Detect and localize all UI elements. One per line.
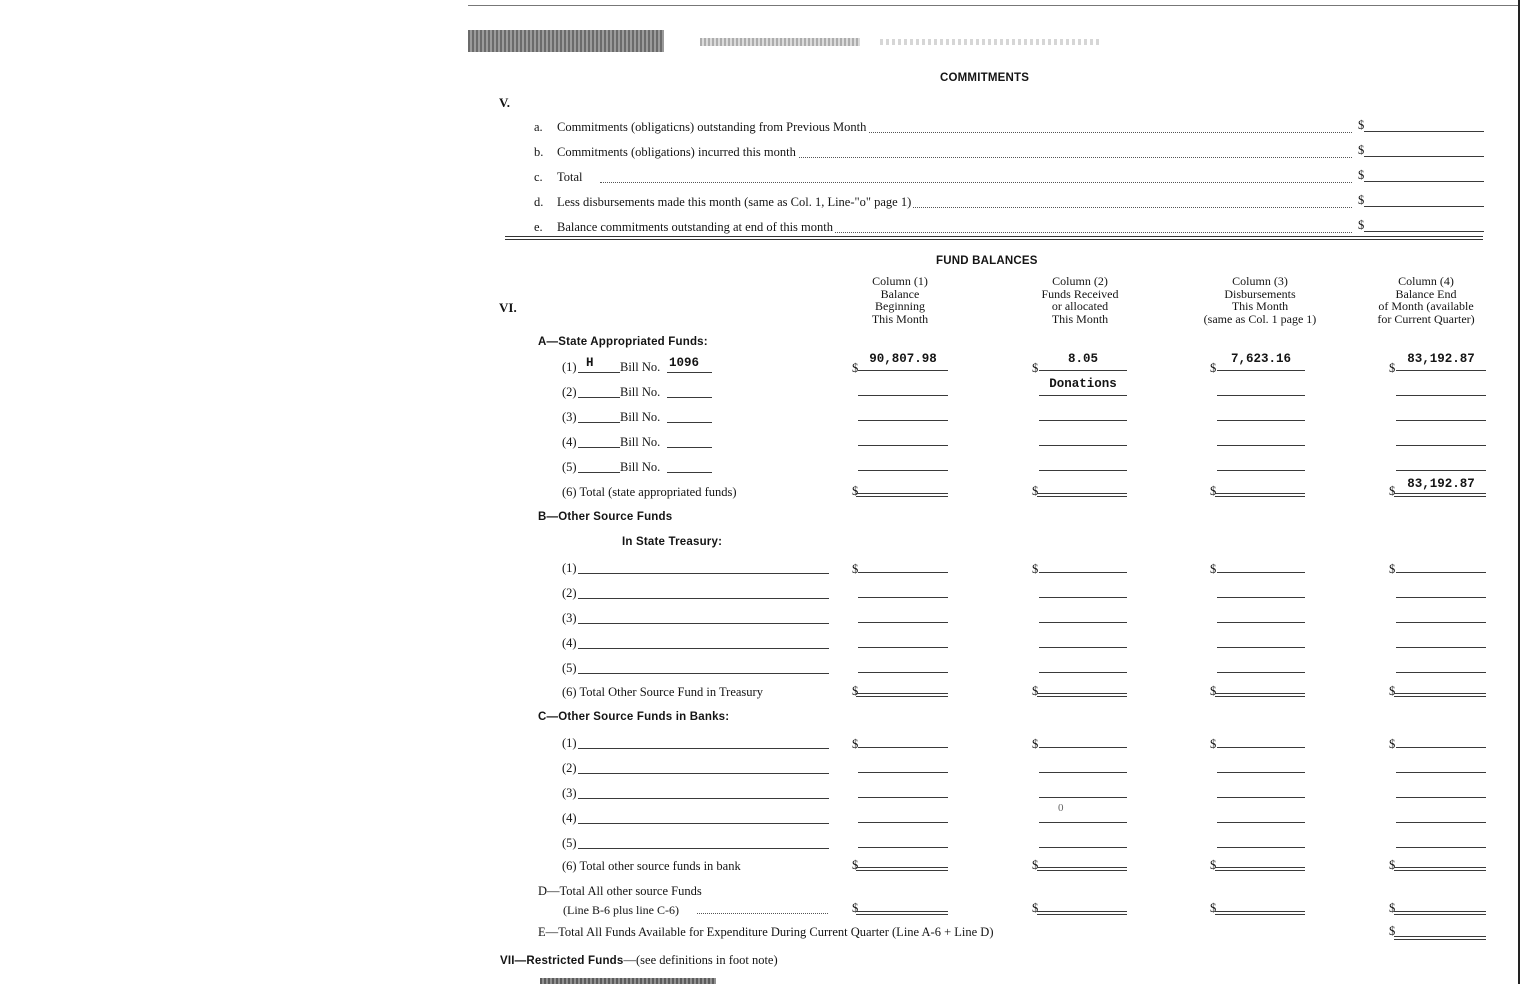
column-3-entry-line: [1217, 572, 1305, 573]
fund-row-description-line: [578, 823, 829, 824]
section-total-line: [856, 867, 948, 868]
column-2-entry-line: [1039, 470, 1127, 471]
column-2-entry-line: [1039, 395, 1127, 396]
commitment-row-amount-line: [1364, 206, 1484, 207]
column-2-entry-line: [1039, 420, 1127, 421]
section-total-line-double: [856, 696, 948, 697]
section-total-line: [1215, 693, 1305, 694]
fund-row-number: (2): [562, 761, 577, 775]
section-total-line-double: [856, 870, 948, 871]
column-3-entry-line: [1217, 470, 1305, 471]
section-d-line1: D—Total All other source Funds: [538, 884, 702, 898]
section-b-subheading: In State Treasury:: [622, 536, 723, 548]
column-1-entry-line: [858, 672, 948, 673]
bill-number-line: [667, 397, 712, 398]
section-total-label: (6) Total other source funds in bank: [562, 859, 741, 873]
fund-row-number: (4): [562, 811, 577, 825]
fund-row-number: (2): [562, 586, 577, 600]
section-total-line: [856, 693, 948, 694]
cropped-next-line: [540, 978, 716, 984]
commitment-row-dollar: $: [1358, 168, 1365, 182]
column-4-dollar: $: [1389, 361, 1396, 375]
column-3-dollar: $: [1210, 562, 1217, 576]
restricted-funds-heading: VII—Restricted Funds—(see definitions in foot note): [500, 953, 778, 967]
bill-house-line: [578, 397, 620, 398]
column-2-entry-line: [1039, 672, 1127, 673]
column-3-entry-line: [1217, 847, 1305, 848]
column-4-header: Column (4) Balance End of Month (available for Current Quarter): [1377, 274, 1475, 326]
section-d-line-double: [856, 914, 948, 915]
section-total-line-double: [1394, 696, 1486, 697]
fund-row-number: (1): [562, 736, 577, 750]
column-4-entry-line: [1396, 647, 1486, 648]
section-a-heading: A—State Appropriated Funds:: [538, 336, 708, 348]
section-a-total-line: [1394, 493, 1486, 494]
column-4-entry-line: [1396, 622, 1486, 623]
column-4-dollar: $: [1389, 562, 1396, 576]
column-1-entry-line: [858, 572, 948, 573]
commitment-row-label: Balance commitments outstanding at end of this month: [557, 220, 833, 234]
section-c-heading: C—Other Source Funds in Banks:: [538, 711, 730, 723]
section-d-line-double: [1394, 914, 1486, 915]
fund-row-number: (5): [562, 836, 577, 850]
column-3-entry-line: [1217, 597, 1305, 598]
commitment-row-letter: a.: [534, 120, 543, 134]
section-total-line-double: [1037, 870, 1127, 871]
fund-row-number: (4): [562, 636, 577, 650]
column-2-dollar: $: [1032, 361, 1039, 375]
column-2-header: Column (2) Funds Received or allocated This Month: [1041, 274, 1119, 326]
column-2-entry-line: [1039, 847, 1127, 848]
section-total-line: [1394, 867, 1486, 868]
commitment-row-label: Commitments (obligations) incurred this month: [557, 145, 796, 159]
column-1-entry-line: [858, 747, 948, 748]
section-a-total-label: (6) Total (state appropriated funds): [562, 485, 737, 499]
bill-number-line: [667, 472, 712, 473]
column-1-header: Column (1) Balance Beginning This Month: [871, 274, 929, 326]
fund-row-number: (1): [562, 561, 577, 575]
column-4-entry-line: [1396, 445, 1486, 446]
column-1-entry-line: [858, 622, 948, 623]
right-edge-border: [1518, 0, 1520, 984]
commitment-row-letter: b.: [534, 145, 544, 159]
fund-row-number: (3): [562, 786, 577, 800]
column-3-value: 7,623.16: [1230, 352, 1291, 366]
commitment-row-letter: c.: [534, 170, 543, 184]
section-d-dollar: $: [1210, 901, 1217, 915]
column-2-entry-line: [1039, 445, 1127, 446]
column-4-entry-line: [1396, 470, 1486, 471]
fund-row-number: (5): [562, 661, 577, 675]
column-2-entry-line: [1039, 747, 1127, 748]
commitment-row-amount-line: [1364, 231, 1484, 232]
section-total-dollar: $: [1210, 858, 1217, 872]
commitments-double-rule: [505, 236, 1483, 240]
section-total-dollar: $: [1389, 858, 1396, 872]
section-d-line: [1037, 911, 1127, 912]
faded-header-text: [700, 38, 860, 46]
bill-number-line: [667, 372, 712, 373]
bill-no-label: Bill No.: [620, 385, 661, 399]
section-a-total-dollar: $: [852, 484, 859, 498]
column-2-entry-line: [1039, 647, 1127, 648]
column-1-dollar: $: [852, 737, 859, 751]
bill-no-label: Bill No.: [620, 460, 661, 474]
commitment-row-label: Commitments (obligaticns) outstanding from Previous Month: [557, 120, 867, 134]
column-2-entry-line: [1039, 772, 1127, 773]
commitment-row-label: Total: [557, 170, 583, 184]
section-e-dollar: $: [1389, 924, 1396, 938]
commitment-row-dollar: $: [1358, 218, 1365, 232]
section-d-leader: [697, 913, 828, 914]
faded-header-text-2: [880, 39, 1100, 45]
section-d-dollar: $: [1032, 901, 1039, 915]
fund-row-description-line: [578, 648, 829, 649]
column-3-entry-line: [1217, 822, 1305, 823]
section-d-line: [1394, 911, 1486, 912]
column-4-entry-line: [1396, 672, 1486, 673]
section-d-line-double: [1215, 914, 1305, 915]
section-total-dollar: $: [1389, 684, 1396, 698]
section-vi-numeral: VI.: [499, 300, 517, 315]
column-1-entry-line: [858, 797, 948, 798]
section-total-label: (6) Total Other Source Fund in Treasury: [562, 685, 763, 699]
column-3-entry-line: [1217, 797, 1305, 798]
column-3-dollar: $: [1210, 737, 1217, 751]
column-1-entry-line: [858, 395, 948, 396]
section-a-total-col4-value: 83,192.87: [1407, 477, 1475, 491]
column-2-entry-line: [1039, 822, 1127, 823]
column-2-entry-line: [1039, 622, 1127, 623]
section-total-line-double: [1215, 696, 1305, 697]
column-3-entry-line: [1217, 622, 1305, 623]
column-2-entry-line: [1039, 797, 1127, 798]
section-a-total-line-double: [1394, 496, 1486, 497]
bill-no-label: Bill No.: [620, 435, 661, 449]
column-4-entry-line: [1396, 597, 1486, 598]
section-a-total-dollar: $: [1389, 484, 1396, 498]
bill-no-label: Bill No.: [620, 360, 661, 374]
column-1-entry-line: [858, 772, 948, 773]
section-b-heading: B—Other Source Funds: [538, 511, 673, 523]
section-a-total-dollar: $: [1032, 484, 1039, 498]
column-4-entry-line: [1396, 572, 1486, 573]
commitment-row-dollar: $: [1358, 118, 1365, 132]
section-a-total-line: [856, 493, 948, 494]
section-total-line-double: [1394, 870, 1486, 871]
commitment-row-dollar: $: [1358, 193, 1365, 207]
bill-row-number: (3): [562, 410, 577, 424]
column-4-entry-line: [1396, 370, 1486, 371]
bill-row-number: (5): [562, 460, 577, 474]
section-total-line: [1037, 693, 1127, 694]
section-total-dollar: $: [1032, 858, 1039, 872]
column-4-entry-line: [1396, 395, 1486, 396]
bill-number-line: [667, 447, 712, 448]
column-4-entry-line: [1396, 747, 1486, 748]
column-1-entry-line: [858, 822, 948, 823]
commitment-row-dollar: $: [1358, 143, 1365, 157]
column-2-value: Donations: [1049, 377, 1117, 391]
column-4-entry-line: [1396, 847, 1486, 848]
column-3-entry-line: [1217, 420, 1305, 421]
fund-row-description-line: [578, 623, 829, 624]
section-d-dollar: $: [1389, 901, 1396, 915]
column-4-entry-line: [1396, 822, 1486, 823]
column-1-entry-line: [858, 847, 948, 848]
column-3-entry-line: [1217, 672, 1305, 673]
fund-row-number: (3): [562, 611, 577, 625]
section-a-total-dollar: $: [1210, 484, 1217, 498]
column-4-entry-line: [1396, 797, 1486, 798]
commitment-row-letter: d.: [534, 195, 544, 209]
column-2-entry-line: [1039, 597, 1127, 598]
column-2-entry-line: [1039, 572, 1127, 573]
section-total-line: [1394, 693, 1486, 694]
section-total-dollar: $: [852, 684, 859, 698]
bill-house-line: [578, 472, 620, 473]
fund-row-description-line: [578, 573, 829, 574]
bill-number-line: [667, 422, 712, 423]
column-2-entry-line: [1039, 370, 1127, 371]
section-d-line: [856, 911, 948, 912]
fund-row-description-line: [578, 848, 829, 849]
column-1-dollar: $: [852, 562, 859, 576]
column-1-entry-line: [858, 470, 948, 471]
section-total-line: [1215, 867, 1305, 868]
bill-row-number: (4): [562, 435, 577, 449]
section-d-dollar: $: [852, 901, 859, 915]
commitment-row-letter: e.: [534, 220, 543, 234]
bill-house-value: H: [586, 356, 594, 370]
bill-no-label: Bill No.: [620, 410, 661, 424]
fund-row-description-line: [578, 773, 829, 774]
fund-row-description-line: [578, 748, 829, 749]
column-2-dollar: $: [1032, 562, 1039, 576]
column-3-entry-line: [1217, 445, 1305, 446]
column-1-entry-line: [858, 445, 948, 446]
column-2-value: 8.05: [1067, 352, 1098, 366]
column-2-dollar: $: [1032, 737, 1039, 751]
commitment-row-amount-line: [1364, 181, 1484, 182]
section-e-line: [1394, 936, 1486, 937]
column-1-entry-line: [858, 420, 948, 421]
section-a-total-line-double: [1215, 496, 1305, 497]
column-4-entry-line: [1396, 420, 1486, 421]
top-border-line: [468, 5, 1518, 6]
bill-house-line: [578, 422, 620, 423]
column-3-entry-line: [1217, 747, 1305, 748]
column-4-dollar: $: [1389, 737, 1396, 751]
column-1-entry-line: [858, 370, 948, 371]
commitment-row-leader: [600, 182, 1352, 183]
section-v-numeral: V.: [499, 95, 510, 110]
bill-row-number: (1): [562, 360, 577, 374]
fund-row-description-line: [578, 598, 829, 599]
column-3-header: Column (3) Disbursements This Month (same as Col. 1 page 1): [1203, 274, 1317, 326]
bill-row-number: (2): [562, 385, 577, 399]
section-a-total-line-double: [856, 496, 948, 497]
redaction-smudge: [468, 30, 664, 52]
commitment-row-amount-line: [1364, 131, 1484, 132]
section-total-line-double: [1037, 696, 1127, 697]
column-4-value: 83,192.87: [1407, 352, 1475, 366]
section-total-line-double: [1215, 870, 1305, 871]
column-1-value: 90,807.98: [869, 352, 937, 366]
fund-row-description-line: [578, 798, 829, 799]
column-3-dollar: $: [1210, 361, 1217, 375]
commitment-row-label: Less disbursements made this month (same as Col. 1, Line-"o" page 1): [557, 195, 912, 209]
column-3-entry-line: [1217, 772, 1305, 773]
bill-house-line: [578, 372, 620, 373]
section-d-line-double: [1037, 914, 1127, 915]
column-1-entry-line: [858, 647, 948, 648]
section-total-dollar: $: [1210, 684, 1217, 698]
section-total-dollar: $: [852, 858, 859, 872]
commitments-title: COMMITMENTS: [940, 72, 1030, 84]
section-e-label: E—Total All Funds Available for Expenditure During Current Quarter (Line A-6 + Line D): [538, 925, 994, 939]
column-4-entry-line: [1396, 772, 1486, 773]
bill-number-value: 1096: [669, 356, 700, 370]
column-3-entry-line: [1217, 647, 1305, 648]
section-d-line2: (Line B-6 plus line C-6): [563, 903, 679, 917]
section-a-total-line: [1215, 493, 1305, 494]
section-a-total-line-double: [1037, 496, 1127, 497]
section-total-line: [1037, 867, 1127, 868]
section-total-dollar: $: [1032, 684, 1039, 698]
column-3-entry-line: [1217, 395, 1305, 396]
column-3-entry-line: [1217, 370, 1305, 371]
section-e-line-double: [1394, 939, 1486, 940]
fund-balances-title: FUND BALANCES: [936, 255, 1038, 267]
fund-row-description-line: [578, 673, 829, 674]
bill-house-line: [578, 447, 620, 448]
section-d-line: [1215, 911, 1305, 912]
section-a-total-line: [1037, 493, 1127, 494]
stray-mark: 0: [1058, 802, 1064, 814]
column-1-dollar: $: [852, 361, 859, 375]
column-1-entry-line: [858, 597, 948, 598]
commitment-row-amount-line: [1364, 156, 1484, 157]
